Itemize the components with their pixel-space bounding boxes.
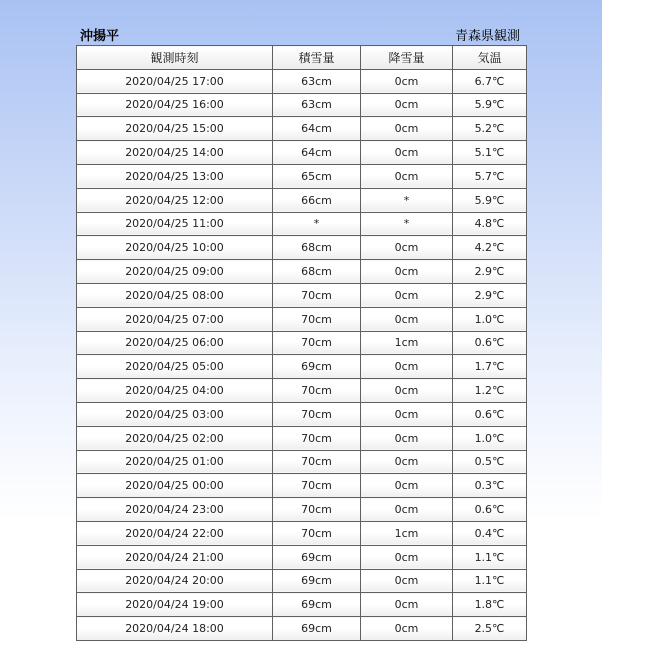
table-row bbox=[77, 188, 527, 212]
table-row bbox=[77, 260, 527, 284]
snow-depth-cell: 69cm bbox=[273, 593, 361, 617]
snow-depth-cell: 63cm bbox=[273, 69, 361, 93]
time-cell: 2020/04/24 21:00 bbox=[77, 545, 273, 569]
time-cell: 2020/04/25 12:00 bbox=[77, 188, 273, 212]
table-row bbox=[77, 426, 527, 450]
time-cell: 2020/04/25 01:00 bbox=[77, 450, 273, 474]
temperature-cell: 5.9℃ bbox=[453, 93, 527, 117]
temperature-cell: 1.1℃ bbox=[453, 569, 527, 593]
table-row bbox=[77, 379, 527, 403]
table-row bbox=[77, 236, 527, 260]
table-row bbox=[77, 402, 527, 426]
temperature-cell: 5.9℃ bbox=[453, 188, 527, 212]
temperature-cell: 2.9℃ bbox=[453, 260, 527, 284]
table-body bbox=[77, 69, 527, 640]
temperature-cell: 4.2℃ bbox=[453, 236, 527, 260]
table-row bbox=[77, 212, 527, 236]
snow-depth-cell: 70cm bbox=[273, 498, 361, 522]
time-cell: 2020/04/25 02:00 bbox=[77, 426, 273, 450]
snow-depth-cell: 69cm bbox=[273, 355, 361, 379]
temperature-cell: 4.8℃ bbox=[453, 212, 527, 236]
snowfall-cell: 0cm bbox=[361, 379, 453, 403]
time-cell: 2020/04/25 00:00 bbox=[77, 474, 273, 498]
snow-depth-cell: 63cm bbox=[273, 93, 361, 117]
snow-depth-cell: 69cm bbox=[273, 545, 361, 569]
snowfall-cell: 0cm bbox=[361, 569, 453, 593]
snowfall-cell: 0cm bbox=[361, 545, 453, 569]
time-cell: 2020/04/25 17:00 bbox=[77, 69, 273, 93]
snow-depth-cell: * bbox=[273, 212, 361, 236]
snowfall-cell: 0cm bbox=[361, 593, 453, 617]
snow-depth-cell: 70cm bbox=[273, 521, 361, 545]
snow-depth-cell: 70cm bbox=[273, 474, 361, 498]
table-row bbox=[77, 593, 527, 617]
temperature-cell: 1.0℃ bbox=[453, 426, 527, 450]
snow-depth-cell: 69cm bbox=[273, 569, 361, 593]
time-cell: 2020/04/24 23:00 bbox=[77, 498, 273, 522]
column-header-snowfall: 降雪量 bbox=[361, 46, 453, 70]
temperature-cell: 2.5℃ bbox=[453, 617, 527, 641]
temperature-cell: 5.2℃ bbox=[453, 117, 527, 141]
time-cell: 2020/04/25 13:00 bbox=[77, 164, 273, 188]
snowfall-cell: * bbox=[361, 212, 453, 236]
table-row bbox=[77, 141, 527, 165]
temperature-cell: 1.2℃ bbox=[453, 379, 527, 403]
snowfall-cell: 1cm bbox=[361, 521, 453, 545]
temperature-cell: 0.3℃ bbox=[453, 474, 527, 498]
time-cell: 2020/04/24 19:00 bbox=[77, 593, 273, 617]
table-row bbox=[77, 521, 527, 545]
time-cell: 2020/04/24 18:00 bbox=[77, 617, 273, 641]
column-header-temperature: 気温 bbox=[453, 46, 527, 70]
time-cell: 2020/04/25 08:00 bbox=[77, 283, 273, 307]
time-cell: 2020/04/25 07:00 bbox=[77, 307, 273, 331]
snowfall-cell: 0cm bbox=[361, 307, 453, 331]
time-cell: 2020/04/24 22:00 bbox=[77, 521, 273, 545]
table-row bbox=[77, 283, 527, 307]
snowfall-cell: 0cm bbox=[361, 69, 453, 93]
snowfall-cell: 1cm bbox=[361, 331, 453, 355]
temperature-cell: 0.6℃ bbox=[453, 498, 527, 522]
snow-depth-cell: 70cm bbox=[273, 450, 361, 474]
snowfall-cell: 0cm bbox=[361, 141, 453, 165]
snowfall-cell: 0cm bbox=[361, 426, 453, 450]
time-cell: 2020/04/25 10:00 bbox=[77, 236, 273, 260]
snow-depth-cell: 68cm bbox=[273, 260, 361, 284]
snowfall-cell: 0cm bbox=[361, 498, 453, 522]
temperature-cell: 1.0℃ bbox=[453, 307, 527, 331]
table-row bbox=[77, 545, 527, 569]
time-cell: 2020/04/25 04:00 bbox=[77, 379, 273, 403]
station-name: 沖揚平 bbox=[80, 29, 120, 44]
table-row bbox=[77, 450, 527, 474]
temperature-cell: 1.8℃ bbox=[453, 593, 527, 617]
temperature-cell: 0.4℃ bbox=[453, 521, 527, 545]
time-cell: 2020/04/25 11:00 bbox=[77, 212, 273, 236]
time-cell: 2020/04/25 05:00 bbox=[77, 355, 273, 379]
snowfall-cell: 0cm bbox=[361, 402, 453, 426]
column-header-snow-depth: 積雪量 bbox=[273, 46, 361, 70]
table-row bbox=[77, 307, 527, 331]
snow-depth-cell: 64cm bbox=[273, 117, 361, 141]
table-row bbox=[77, 498, 527, 522]
snow-depth-cell: 65cm bbox=[273, 164, 361, 188]
time-cell: 2020/04/25 15:00 bbox=[77, 117, 273, 141]
snowfall-cell: 0cm bbox=[361, 117, 453, 141]
source-label: 青森県観測 bbox=[454, 29, 520, 44]
table-row bbox=[77, 69, 527, 93]
table-row bbox=[77, 617, 527, 641]
time-cell: 2020/04/25 06:00 bbox=[77, 331, 273, 355]
time-cell: 2020/04/25 03:00 bbox=[77, 402, 273, 426]
time-cell: 2020/04/25 09:00 bbox=[77, 260, 273, 284]
table-row bbox=[77, 117, 527, 141]
snowfall-cell: 0cm bbox=[361, 474, 453, 498]
time-cell: 2020/04/25 14:00 bbox=[77, 141, 273, 165]
snowfall-cell: 0cm bbox=[361, 617, 453, 641]
snow-depth-cell: 70cm bbox=[273, 307, 361, 331]
snow-depth-cell: 66cm bbox=[273, 188, 361, 212]
observation-table bbox=[76, 45, 527, 641]
temperature-cell: 5.1℃ bbox=[453, 141, 527, 165]
table-header-row bbox=[77, 46, 527, 70]
table-row bbox=[77, 164, 527, 188]
temperature-cell: 2.9℃ bbox=[453, 283, 527, 307]
column-header-time: 観測時刻 bbox=[77, 46, 273, 70]
snowfall-cell: 0cm bbox=[361, 355, 453, 379]
temperature-cell: 1.1℃ bbox=[453, 545, 527, 569]
time-cell: 2020/04/24 20:00 bbox=[77, 569, 273, 593]
snow-depth-cell: 69cm bbox=[273, 617, 361, 641]
snowfall-cell: * bbox=[361, 188, 453, 212]
snowfall-cell: 0cm bbox=[361, 236, 453, 260]
snowfall-cell: 0cm bbox=[361, 283, 453, 307]
temperature-cell: 1.7℃ bbox=[453, 355, 527, 379]
snow-depth-cell: 70cm bbox=[273, 402, 361, 426]
snow-depth-cell: 70cm bbox=[273, 426, 361, 450]
snowfall-cell: 0cm bbox=[361, 450, 453, 474]
table-row bbox=[77, 93, 527, 117]
snow-depth-cell: 68cm bbox=[273, 236, 361, 260]
temperature-cell: 6.7℃ bbox=[453, 69, 527, 93]
temperature-cell: 0.5℃ bbox=[453, 450, 527, 474]
temperature-cell: 0.6℃ bbox=[453, 331, 527, 355]
temperature-cell: 5.7℃ bbox=[453, 164, 527, 188]
snowfall-cell: 0cm bbox=[361, 164, 453, 188]
snow-depth-cell: 70cm bbox=[273, 331, 361, 355]
temperature-cell: 0.6℃ bbox=[453, 402, 527, 426]
snow-depth-cell: 70cm bbox=[273, 379, 361, 403]
snowfall-cell: 0cm bbox=[361, 93, 453, 117]
snow-depth-cell: 70cm bbox=[273, 283, 361, 307]
table-row bbox=[77, 569, 527, 593]
snowfall-cell: 0cm bbox=[361, 260, 453, 284]
table-row bbox=[77, 331, 527, 355]
snow-depth-cell: 64cm bbox=[273, 141, 361, 165]
table-row bbox=[77, 355, 527, 379]
table-row bbox=[77, 474, 527, 498]
time-cell: 2020/04/25 16:00 bbox=[77, 93, 273, 117]
